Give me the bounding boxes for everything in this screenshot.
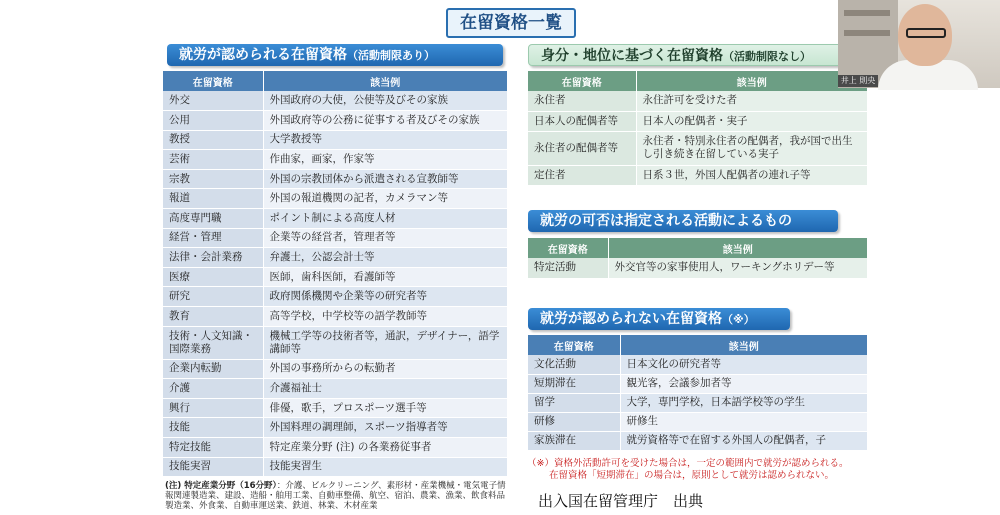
status-cell: 公用 — [163, 111, 263, 131]
example-cell: 日系３世，外国人配偶者の連れ子等 — [636, 165, 868, 185]
work-allowed-title-note: （活動制限あり） — [347, 49, 435, 62]
table-row — [163, 438, 508, 458]
table-row — [163, 169, 508, 189]
example-cell: 弁護士，公認会計士等 — [263, 248, 508, 268]
example-cell: 永住許可を受けた者 — [636, 91, 868, 111]
status-cell: 宗教 — [163, 169, 263, 189]
table-row — [163, 379, 508, 399]
example-cell: 高等学校，中学校等の語学教師等 — [263, 307, 508, 327]
work-not-allowed-title-note: （※） — [722, 313, 755, 326]
status-cell: 教育 — [163, 307, 263, 327]
example-cell: 外国の報道機関の記者，カメラマン等 — [263, 189, 508, 209]
col-header-status: 在留資格 — [528, 238, 608, 258]
speaker-name-tag: 井上 則央 — [838, 75, 878, 87]
example-cell: 介護福祉士 — [263, 379, 508, 399]
footnote-label: (注) 特定産業分野（16分野） — [165, 481, 277, 491]
table-row — [163, 418, 508, 438]
work-not-allowed-table — [528, 335, 868, 451]
table-row — [163, 209, 508, 229]
table-row — [163, 267, 508, 287]
table-row — [528, 431, 868, 450]
table-row — [163, 228, 508, 248]
status-cell: 報道 — [163, 189, 263, 209]
activity-based-title-text: 就労の可否は指定される活動によるもの — [540, 213, 792, 229]
table-row — [528, 91, 868, 111]
status-cell: 永住者の配偶者等 — [528, 131, 636, 165]
activity-based-table — [528, 238, 868, 279]
status-cell: 医療 — [163, 267, 263, 287]
status-cell: 研究 — [163, 287, 263, 307]
speaker-glasses — [906, 28, 946, 38]
status-cell: 興行 — [163, 398, 263, 418]
table-row — [163, 130, 508, 150]
example-cell: 特定産業分野 (注) の各業務従事者 — [263, 438, 508, 458]
col-header-status: 在留資格 — [528, 335, 620, 355]
shelf-board — [844, 10, 890, 16]
table-row — [528, 165, 868, 185]
example-cell: 大学，専門学校，日本語学校等の学生 — [620, 393, 868, 412]
table-row — [163, 307, 508, 327]
example-cell: 外国の宗教団体から派遣される宣教師等 — [263, 169, 508, 189]
status-based-title-note: （活動制限なし） — [723, 50, 811, 63]
status-cell: 技術・人文知識・国際業務 — [163, 326, 263, 359]
example-cell: 日本文化の研究者等 — [620, 355, 868, 374]
status-cell: 技能 — [163, 418, 263, 438]
status-cell: 企業内転勤 — [163, 359, 263, 379]
status-cell: 留学 — [528, 393, 620, 412]
status-cell: 外交 — [163, 91, 263, 111]
status-based-title-text: 身分・地位に基づく在留資格 — [541, 48, 723, 64]
example-cell: 技能実習生 — [263, 457, 508, 477]
table-row — [163, 457, 508, 477]
work-allowed-table — [163, 71, 508, 477]
status-cell: 日本人の配偶者等 — [528, 111, 636, 131]
table-row — [528, 393, 868, 412]
example-cell: 医師，歯科医師，看護師等 — [263, 267, 508, 287]
col-header-example: 該当例 — [263, 71, 508, 91]
col-header-status: 在留資格 — [163, 71, 263, 91]
status-cell: 文化活動 — [528, 355, 620, 374]
status-cell: 高度専門職 — [163, 209, 263, 229]
example-cell: 永住者・特別永住者の配偶者，我が国で出生し引き続き在留している実子 — [636, 131, 868, 165]
col-header-example: 該当例 — [620, 335, 868, 355]
status-based-title — [528, 44, 864, 66]
red-note-line-1: （※）資格外活動許可を受けた場合は，一定の範囲内で就労が認められる。 — [527, 458, 849, 469]
status-based-table — [528, 71, 868, 186]
table-row — [528, 412, 868, 431]
red-note-line-2: 在留資格「短期滞在」の場合は，原則として就労は認められない。 — [549, 470, 835, 481]
table-row — [163, 326, 508, 359]
work-not-allowed-title — [528, 308, 790, 330]
status-cell: 家族滞在 — [528, 431, 620, 450]
table-row — [163, 111, 508, 131]
example-cell: 俳優，歌手，プロスポーツ選手等 — [263, 398, 508, 418]
example-cell: 大学教授等 — [263, 130, 508, 150]
work-allowed-title-text: 就労が認められる在留資格 — [179, 47, 347, 63]
example-cell: 日本人の配偶者・実子 — [636, 111, 868, 131]
footnote-text: ：介護、ビルクリーニング、素形材・産業機械・電気電子情報関連製造業、建設、造船・舶用工業、自動車整備、航空、宿泊、農業、漁業、飲食料品製造業、外食業、自動車運送業、鉄道、林業、木材産業 — [165, 481, 506, 511]
table-row — [528, 355, 868, 374]
col-header-example: 該当例 — [636, 71, 868, 91]
table-row — [163, 398, 508, 418]
page-title: 在留資格一覧 — [446, 8, 576, 38]
status-cell: 短期滞在 — [528, 374, 620, 393]
status-cell: 永住者 — [528, 91, 636, 111]
example-cell: 観光客，会議参加者等 — [620, 374, 868, 393]
col-header-status: 在留資格 — [528, 71, 636, 91]
work-allowed-title — [167, 44, 503, 66]
example-cell: ポイント制による高度人材 — [263, 209, 508, 229]
table-row — [163, 150, 508, 170]
status-cell: 介護 — [163, 379, 263, 399]
shelf-board — [844, 30, 890, 36]
table-row — [528, 131, 868, 165]
table-row — [163, 91, 508, 111]
example-cell: 政府関係機関や企業等の研究者等 — [263, 287, 508, 307]
status-cell: 法律・会計業務 — [163, 248, 263, 268]
status-cell: 技能実習 — [163, 457, 263, 477]
example-cell: 外国政府等の公務に従事する者及びその家族 — [263, 111, 508, 131]
status-cell: 経営・管理 — [163, 228, 263, 248]
status-cell: 芸術 — [163, 150, 263, 170]
table-row — [163, 189, 508, 209]
example-cell: 機械工学等の技術者等，通訳，デザイナー，語学講師等 — [263, 326, 508, 359]
example-cell: 外交官等の家事使用人，ワーキングホリデー等 — [608, 258, 868, 278]
example-cell: 外国政府の大使，公使等及びその家族 — [263, 91, 508, 111]
example-cell: 企業等の経営者，管理者等 — [263, 228, 508, 248]
example-cell: 作曲家，画家，作家等 — [263, 150, 508, 170]
example-cell: 外国料理の調理師，スポーツ指導者等 — [263, 418, 508, 438]
work-permission-note — [527, 458, 887, 482]
specified-fields-footnote — [165, 481, 510, 511]
status-cell: 定住者 — [528, 165, 636, 185]
activity-based-title — [528, 210, 838, 232]
example-cell: 研修生 — [620, 412, 868, 431]
source-credit: 出入国在留管理庁 出典 — [538, 492, 704, 510]
status-cell: 教授 — [163, 130, 263, 150]
work-not-allowed-title-text: 就労が認められない在留資格 — [540, 311, 722, 327]
table-row — [528, 258, 868, 278]
example-cell: 外国の事務所からの転勤者 — [263, 359, 508, 379]
table-row — [528, 111, 868, 131]
table-row — [528, 374, 868, 393]
col-header-example: 該当例 — [608, 238, 868, 258]
table-row — [163, 287, 508, 307]
status-cell: 特定技能 — [163, 438, 263, 458]
example-cell: 就労資格等で在留する外国人の配偶者，子 — [620, 431, 868, 450]
status-cell: 研修 — [528, 412, 620, 431]
table-row — [163, 248, 508, 268]
table-row — [163, 359, 508, 379]
status-cell: 特定活動 — [528, 258, 608, 278]
